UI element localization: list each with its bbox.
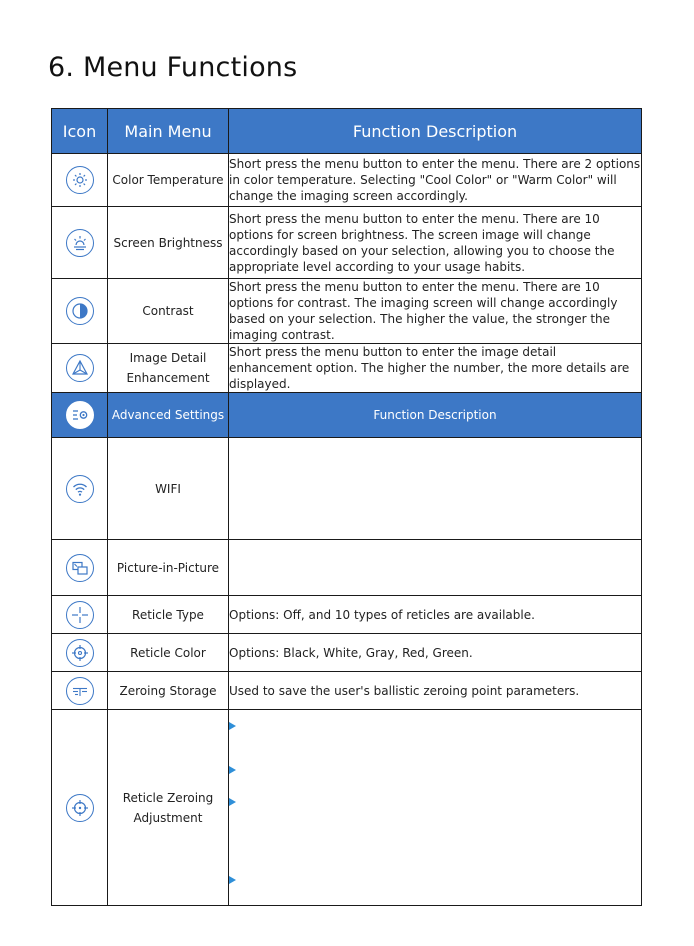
description: Short press the menu button to enter the menu. There are 10 options for screen brightness. The screen image will change accordingly based on your selection, allowing you to choose the appropriate level according to your usage habits. [229, 207, 642, 279]
table-row [52, 207, 642, 279]
menu-label: Color Temperature [108, 154, 229, 207]
reticle-zeroing-icon [66, 794, 94, 822]
description: Options: Off, and 10 types of reticles are available. [229, 596, 642, 634]
advanced-settings-header [52, 393, 642, 438]
zeroing-storage-icon [66, 677, 94, 705]
reticle-color-icon [66, 639, 94, 667]
menu-label: WIFI [108, 438, 229, 540]
menu-label: Reticle Color [108, 634, 229, 672]
table-header-row [52, 109, 642, 154]
bullet-marker [229, 876, 236, 884]
description [229, 438, 642, 540]
table-row [52, 540, 642, 596]
description: Options: Black, White, Gray, Red, Green. [229, 634, 642, 672]
table-row [52, 344, 642, 393]
table-row [52, 596, 642, 634]
table-row [52, 438, 642, 540]
description: Short press the menu button to enter the menu. There are 2 options in color temperature. Selecting "Cool Color" or "Warm Color" will change the imaging screen accordingly. [229, 154, 642, 207]
menu-label-line1: Reticle Zeroing [122, 790, 214, 805]
bullet-marker [229, 798, 236, 806]
brightness-icon [66, 229, 94, 257]
description [229, 540, 642, 596]
color-temperature-icon [66, 166, 94, 194]
menu-label-line1: Image Detail [129, 351, 207, 365]
header-function-description: Function Description [229, 109, 642, 154]
reticle-type-icon [66, 601, 94, 629]
menu-label: Zeroing Storage [108, 672, 229, 710]
menu-label: Picture-in-Picture [108, 540, 229, 596]
contrast-icon [66, 297, 94, 325]
table-row [52, 279, 642, 344]
bullet-marker [229, 722, 236, 730]
menu-label-line2: Enhancement [126, 371, 210, 385]
menu-label: Reticle Type [108, 596, 229, 634]
table-row [52, 672, 642, 710]
advanced-function-description: Function Description [229, 393, 642, 438]
bullet-marker [229, 766, 236, 774]
settings-icon [66, 401, 94, 429]
menu-label: Contrast [108, 279, 229, 344]
menu-label [108, 710, 229, 906]
header-icon: Icon [52, 109, 108, 154]
description: Short press the menu button to enter the image detail enhancement option. The higher the number, the more details are displayed. [229, 344, 642, 393]
page-title: 6. Menu Functions [48, 52, 298, 83]
description [229, 710, 642, 906]
menu-functions-table [51, 108, 642, 906]
advanced-settings-label: Advanced Settings [108, 393, 229, 438]
picture-in-picture-icon [66, 554, 94, 582]
detail-enhancement-icon [66, 354, 94, 382]
wifi-icon [66, 475, 94, 503]
description: Used to save the user's ballistic zeroing point parameters. [229, 672, 642, 710]
table-row [52, 634, 642, 672]
table-row [52, 154, 642, 207]
menu-label: Screen Brightness [108, 207, 229, 279]
menu-label [108, 344, 229, 393]
header-main-menu: Main Menu [108, 109, 229, 154]
description: Short press the menu button to enter the menu. There are 10 options for contrast. The imaging screen will change accordingly based on your selection. The higher the value, the stronger the imaging contrast. [229, 279, 642, 344]
table-row [52, 710, 642, 906]
menu-label-line2: Adjustment [133, 810, 203, 825]
